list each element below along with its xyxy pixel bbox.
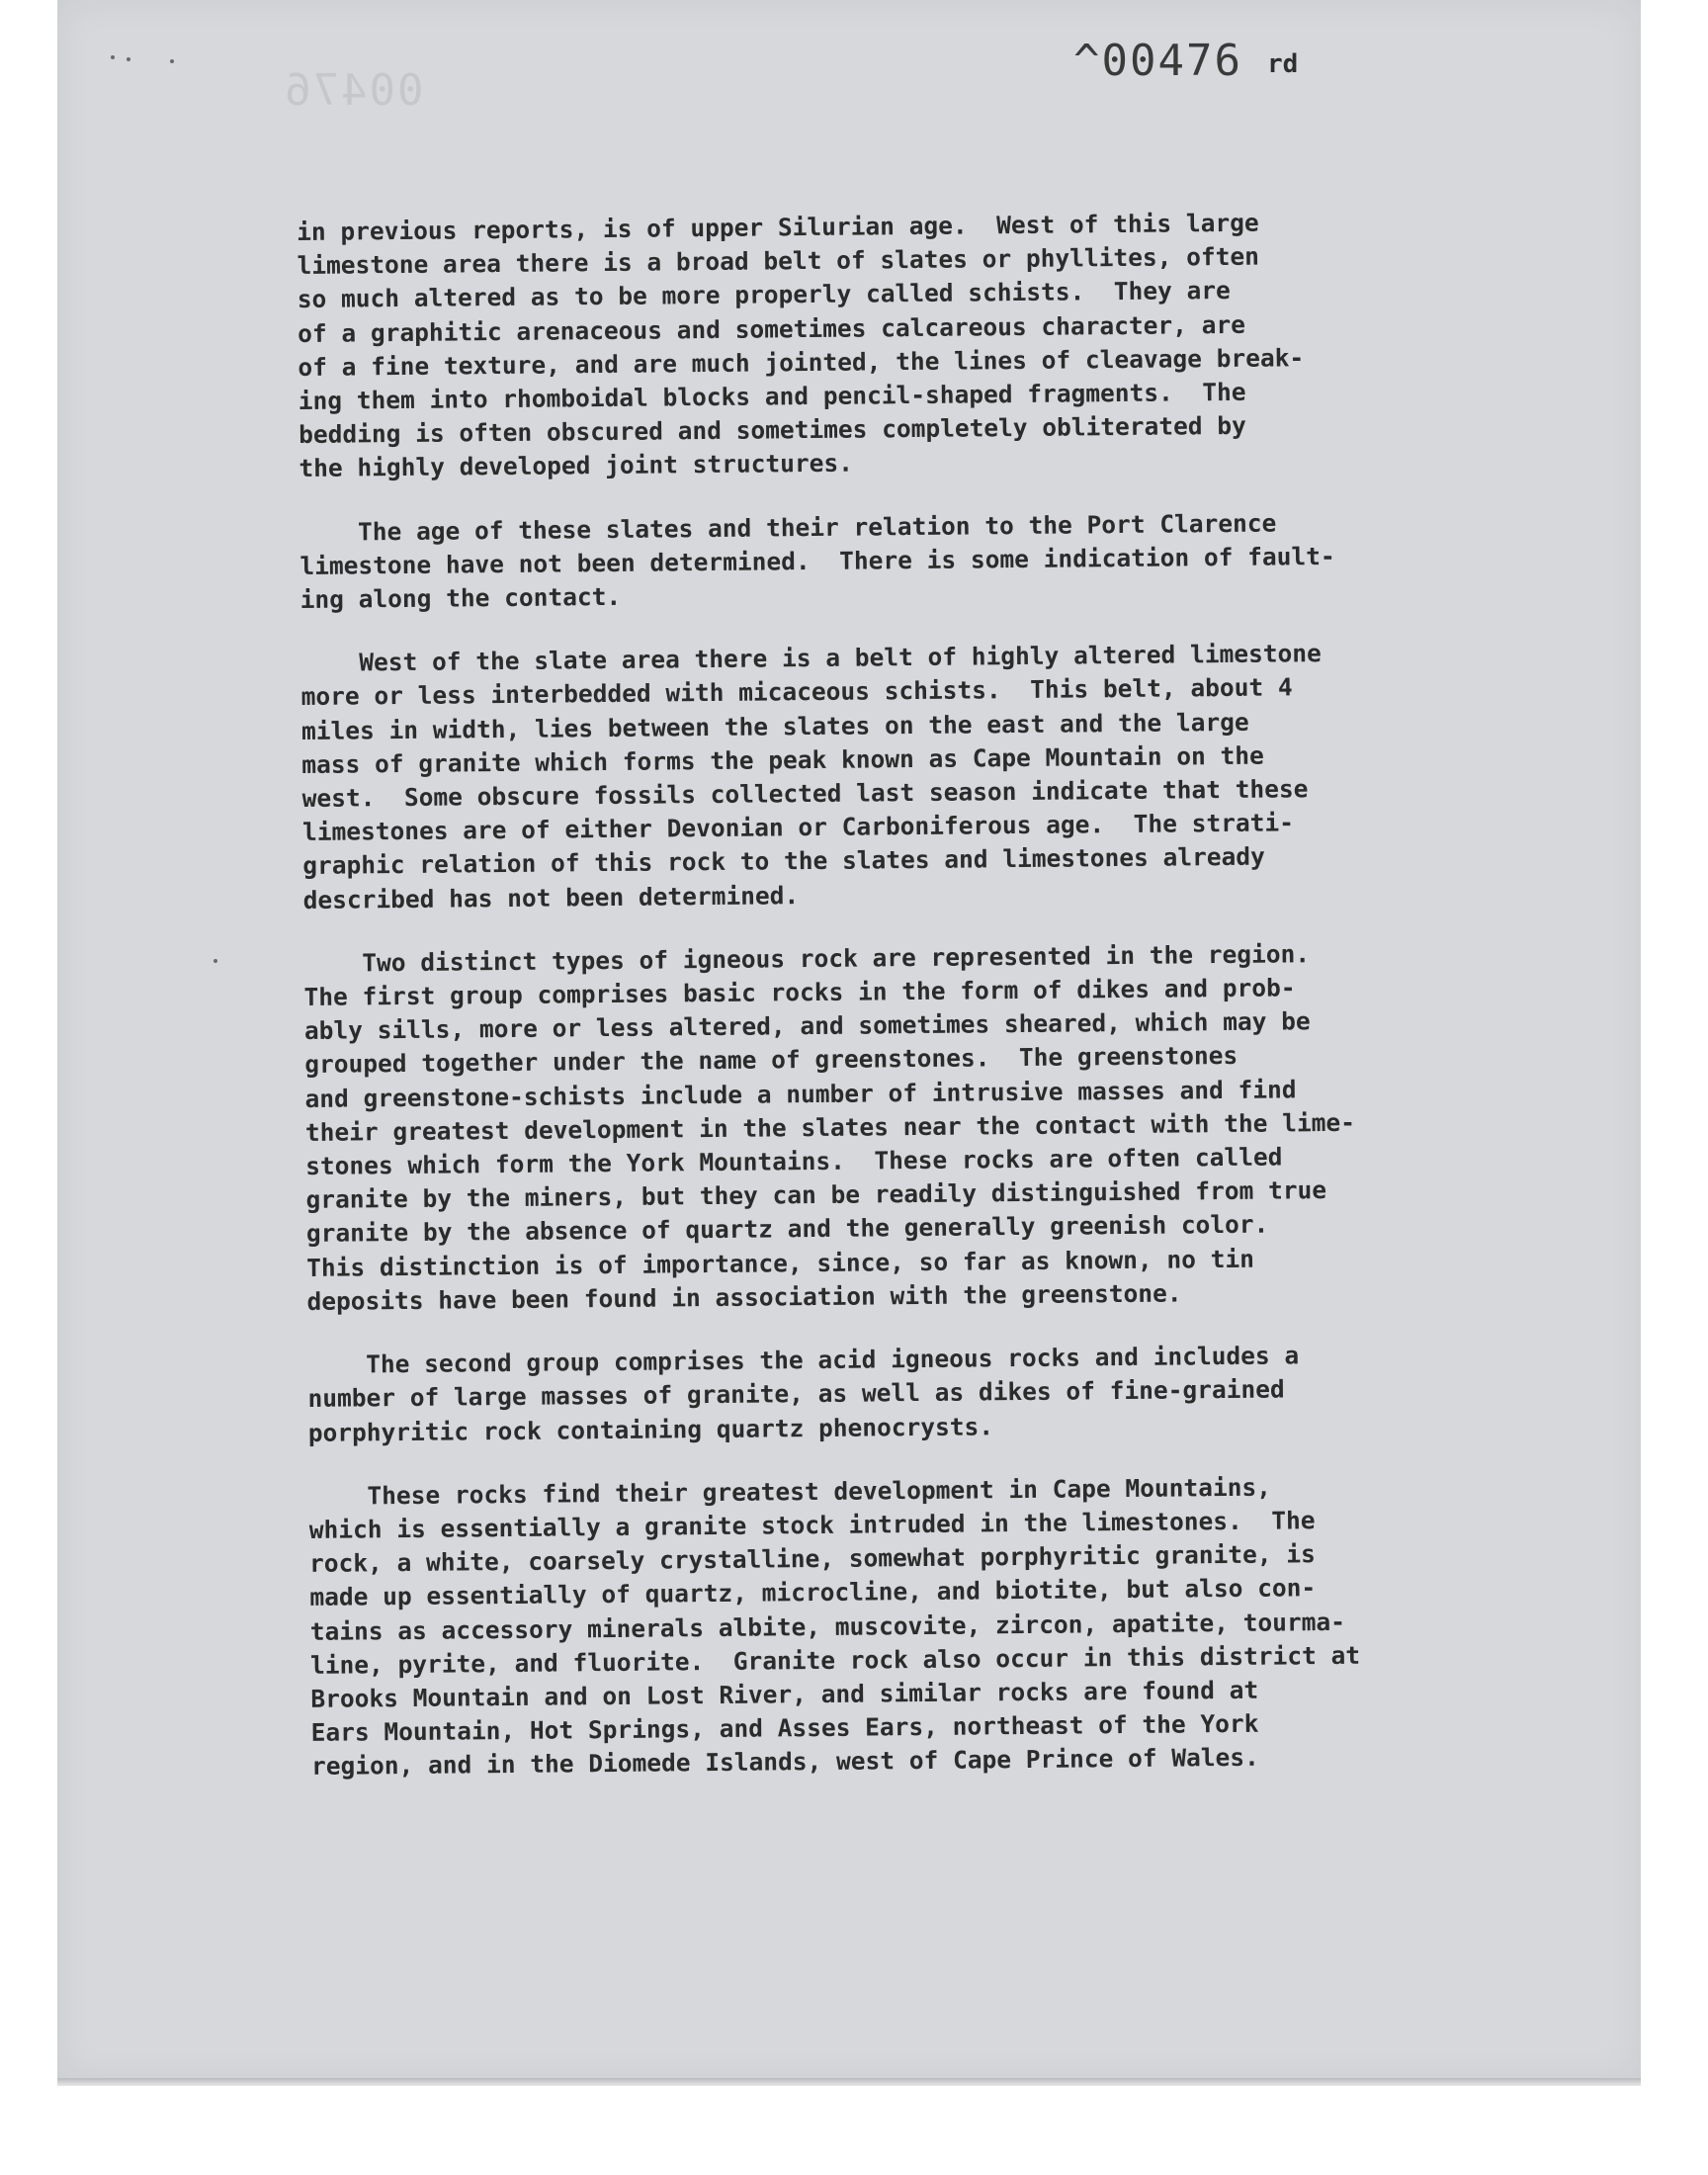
text-line: number of large masses of granite, as well as dikes of fine-grained (307, 1374, 1285, 1414)
text-line: Two distinct types of igneous rock are represented in the region. (303, 939, 1311, 978)
text-line: deposits have been found in association with the greenstone. (306, 1278, 1182, 1316)
text-line: ably sills, more or less altered, and sometimes sheared, which may be (303, 1006, 1311, 1046)
text-line: ing them into rhomboidal blocks and pencil-shaped fragments. The (298, 377, 1246, 416)
text-line: ing along the contact. (299, 581, 622, 615)
text-line: described has not been determined. (302, 880, 800, 914)
text-line: limestone have not been determined. There is some indication of fault- (299, 541, 1335, 580)
paper-bottom-edge (57, 2078, 1641, 2086)
text-line: graphic relation of this rock to the slates and limestones already (302, 842, 1265, 881)
dust-speck (170, 59, 174, 63)
paragraph (297, 204, 1525, 486)
text-line: so much altered as to be more properly called schists. They are (297, 276, 1231, 314)
stamp-suffix: rd (1267, 49, 1299, 79)
paragraph (299, 504, 1526, 618)
text-line: in previous reports, is of upper Silurian age. West of this large (297, 208, 1259, 246)
text-line: bedding is often obscured and sometimes completely obliterated by (298, 411, 1247, 450)
text-line: rock, a white, coarsely crystalline, somewhat porphyritic granite, is (308, 1539, 1316, 1579)
text-line: region, and in the Diomede Islands, west of Cape Prince of Wales. (310, 1743, 1259, 1782)
typed-body-text (297, 204, 1537, 1784)
stamp-number: 00476 (1101, 36, 1242, 86)
dust-speck (111, 55, 115, 59)
text-line: granite by the absence of quartz and the generally greenish color. (305, 1210, 1269, 1249)
dust-speck (214, 959, 217, 963)
text-line: The second group comprises the acid igneous rocks and includes a (307, 1341, 1300, 1380)
text-line: porphyritic rock containing quartz phenocrysts. (307, 1411, 994, 1447)
text-line: Brooks Mountain and on Lost River, and similar rocks are found at (310, 1675, 1259, 1713)
text-line: of a fine texture, and are much jointed, the lines of cleavage break- (298, 343, 1305, 382)
text-line: more or less interbedded with micaceous schists. This belt, about 4 (300, 672, 1293, 712)
paragraph (300, 635, 1529, 917)
text-line: These rocks find their greatest development in Cape Mountains, (308, 1472, 1272, 1511)
stamp-prefix: ^ (1073, 36, 1102, 86)
text-line: stones which form the York Mountains. These rocks are often called (305, 1142, 1283, 1181)
text-line: This distinction is of importance, since, so far as known, no tin (306, 1244, 1255, 1282)
text-line: tains as accessory minerals albite, muscovite, zircon, apatite, tourma- (309, 1607, 1346, 1646)
text-line: west. Some obscure fossils collected last season indicate that these (301, 774, 1309, 814)
text-line: limestone area there is a broad belt of slates or phyllites, often (297, 241, 1260, 281)
text-line: of a graphitic arenaceous and sometimes calcareous character, are (298, 309, 1246, 348)
text-line: and greenstone-schists include a number of intrusive masses and find (304, 1075, 1297, 1113)
text-line: line, pyrite, and fluorite. Granite rock also occur in this district at (309, 1640, 1361, 1680)
text-line: which is essentially a granite stock intruded in the limestones. The (308, 1506, 1316, 1544)
paragraph (308, 1468, 1537, 1784)
text-line: Ears Mountain, Hot Springs, and Asses Ears, northeast of the York (310, 1708, 1259, 1748)
document-stamp-number (1073, 36, 1242, 86)
text-line: the highly developed joint structures. (299, 449, 854, 483)
dust-speck (127, 57, 130, 61)
text-line: West of the slate area there is a belt of highly altered limestone (300, 639, 1322, 678)
bleed-through-stamp: 00476 (283, 65, 424, 116)
paragraph (303, 935, 1533, 1319)
text-line: The age of these slates and their relation to the Port Clarence (299, 508, 1277, 547)
text-line: made up essentially of quartz, microcline, and biotite, but also con- (309, 1573, 1317, 1612)
text-line: miles in width, lies between the slates on the east and the large (300, 707, 1249, 745)
text-line: mass of granite which forms the peak known as Cape Mountain on the (301, 740, 1264, 779)
text-line: The first group comprises basic rocks in the form of dikes and prob- (303, 973, 1296, 1012)
text-line: granite by the miners, but they can be readily distinguished from true (305, 1175, 1327, 1215)
text-line: limestones are of either Devonian or Carboniferous age. The strati- (301, 808, 1295, 847)
text-line: grouped together under the name of greenstones. The greenstones (304, 1041, 1238, 1080)
paragraph (307, 1337, 1534, 1450)
text-line: their greatest development in the slates near the contact with the lime- (304, 1107, 1356, 1147)
